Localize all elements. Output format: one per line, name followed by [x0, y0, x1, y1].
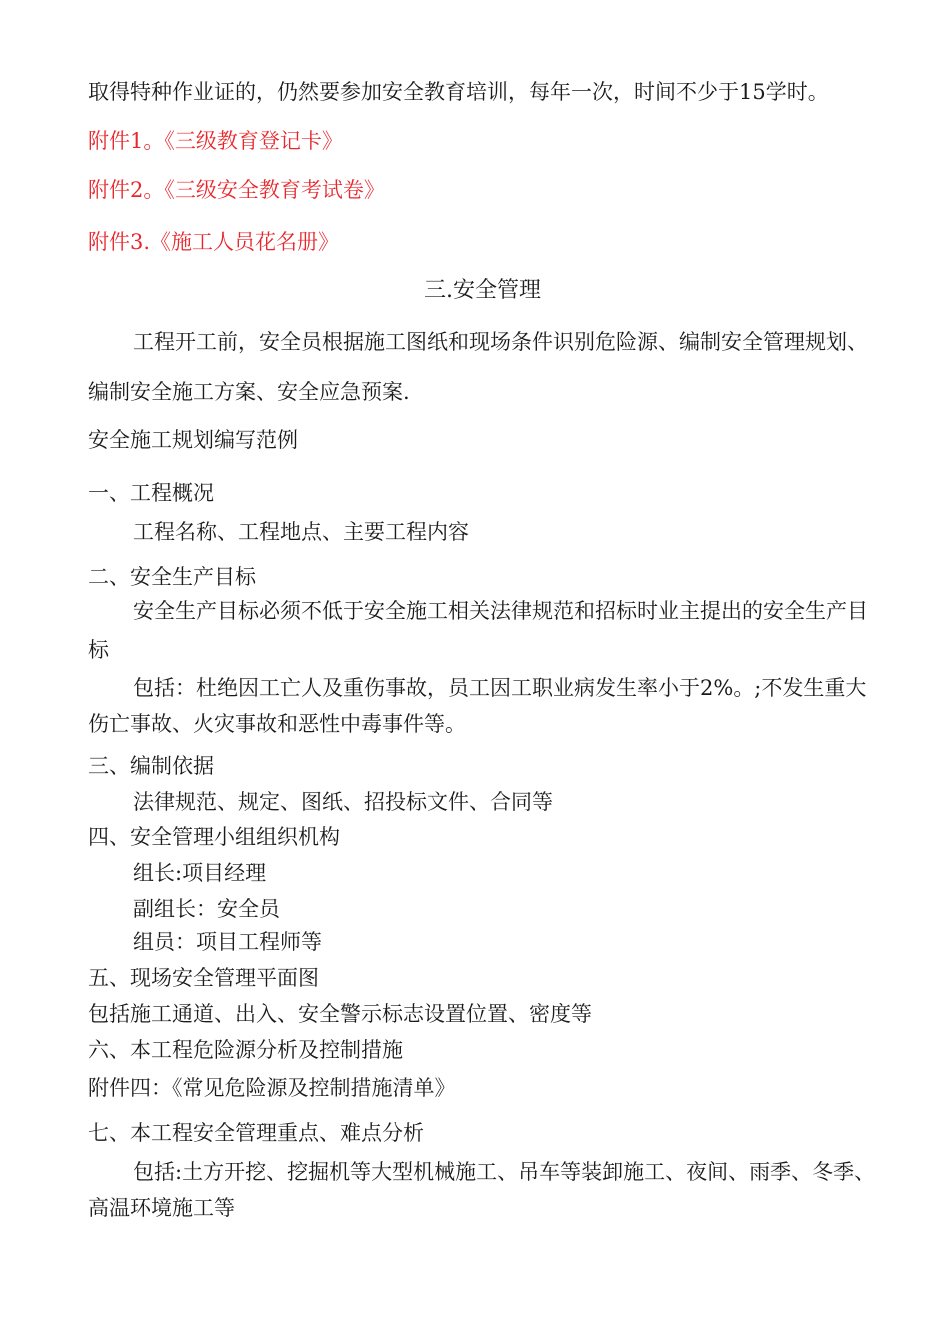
para1-line1: 工程开工前，安全员根据施工图纸和现场条件识别危险源、编制安全管理规划、 [133, 330, 868, 354]
intro-line: 取得特种作业证的，仍然要参加安全教育培训，每年一次，时间不少于15学时。 [88, 80, 829, 104]
heading-3-body: 法律规范、规定、图纸、招投标文件、合同等 [133, 790, 553, 814]
heading-2: 二、安全生产目标 [88, 565, 256, 589]
heading-2-body2-line2: 伤亡事故、火灾事故和恶性中毒事件等。 [88, 712, 466, 736]
heading-4-members: 组员：项目工程师等 [133, 930, 322, 954]
section-title: 三.安全管理 [424, 278, 541, 303]
heading-6-attachment: 附件四：《常见危险源及控制措施清单》 [88, 1076, 456, 1100]
heading-2-body2-line1: 包括：杜绝因工亡人及重伤事故，员工因工职业病发生率小于2%。;不发生重大 [133, 676, 867, 700]
heading-2-body-line2: 标 [88, 638, 109, 662]
attachment-3: 附件3.《施工人员花名册》 [88, 230, 340, 254]
heading-1: 一、工程概况 [88, 481, 214, 505]
heading-4-deputy: 副组长：安全员 [133, 897, 280, 921]
heading-5: 五、现场安全管理平面图 [88, 966, 319, 990]
heading-3: 三、编制依据 [88, 754, 214, 778]
attachment-1: 附件1。《三级教育登记卡》 [88, 129, 343, 153]
heading-7: 七、本工程安全管理重点、难点分析 [88, 1121, 424, 1145]
heading-4: 四、安全管理小组组织机构 [88, 825, 340, 849]
heading-7-body-line2: 高温环境施工等 [88, 1196, 235, 1220]
attachment-2: 附件2。《三级安全教育考试卷》 [88, 178, 385, 202]
heading-4-leader: 组长:项目经理 [133, 861, 267, 885]
heading-5-body: 包括施工通道、出入、安全警示标志设置位置、密度等 [88, 1002, 592, 1026]
example-heading: 安全施工规划编写范例 [88, 428, 298, 452]
heading-7-body-line1: 包括:土方开挖、挖掘机等大型机械施工、吊车等装卸施工、夜间、雨季、冬季、 [133, 1160, 876, 1184]
heading-1-body: 工程名称、工程地点、主要工程内容 [133, 520, 469, 544]
heading-2-body-line1: 安全生产目标必须不低于安全施工相关法律规范和招标时业主提出的安全生产目 [133, 599, 868, 623]
heading-6: 六、本工程危险源分析及控制措施 [88, 1038, 403, 1062]
para1-line2: 编制安全施工方案、安全应急预案. [88, 380, 410, 404]
